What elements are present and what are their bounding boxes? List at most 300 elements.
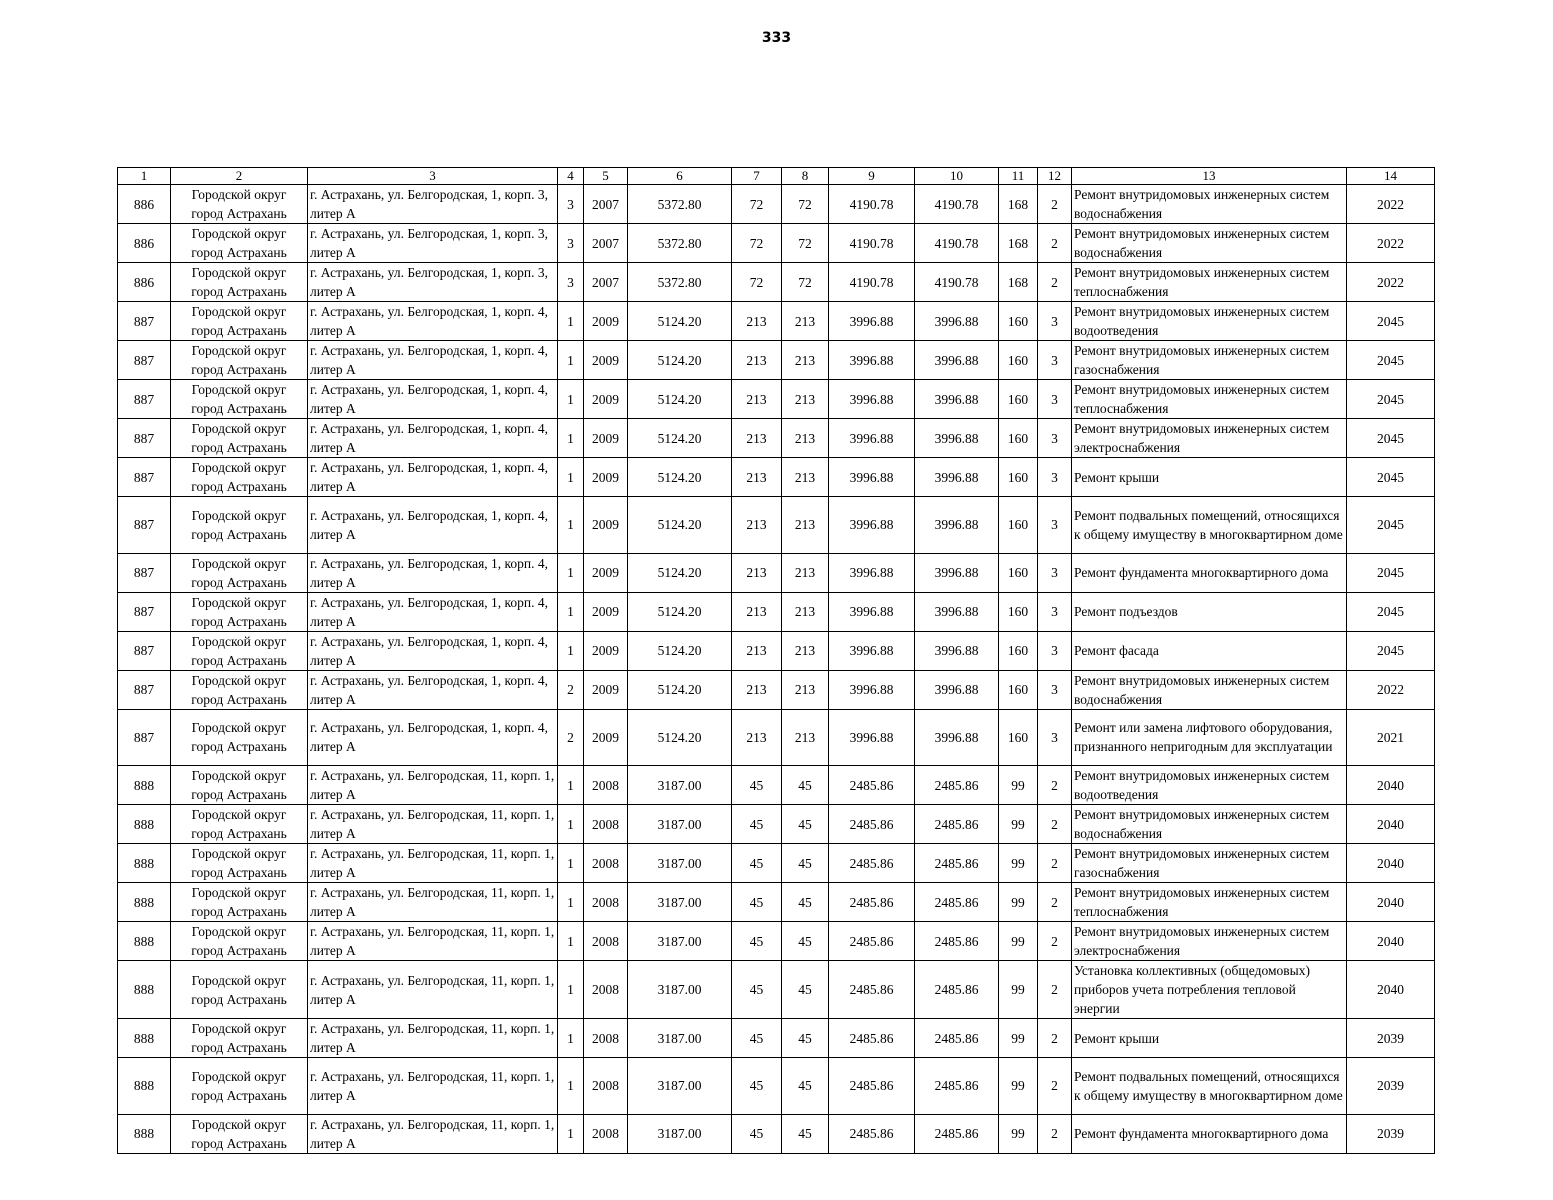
cell-col12: 3: [1038, 380, 1072, 419]
cell-col4: 1: [558, 805, 584, 844]
cell-col4: 1: [558, 458, 584, 497]
cell-col9: 4190.78: [829, 263, 915, 302]
table-row: [118, 844, 1435, 883]
total-area-cell: 5372.80: [628, 263, 732, 302]
cell-col12: 3: [1038, 419, 1072, 458]
cell-col10: 2485.86: [915, 883, 999, 922]
cell-col10: 3996.88: [915, 380, 999, 419]
work-type-cell: Ремонт внутридомовых инженерных систем теплоснабжения: [1072, 883, 1347, 922]
municipality-cell: Городской округ город Астрахань: [171, 497, 308, 554]
cell-col11: 160: [999, 631, 1038, 670]
municipality-cell: Городской округ город Астрахань: [171, 883, 308, 922]
cell-col9: 3996.88: [829, 553, 915, 592]
cell-col10: 2485.86: [915, 805, 999, 844]
planned-year-cell: 2022: [1347, 670, 1435, 709]
total-area-cell: 5124.20: [628, 592, 732, 631]
cell-col9: 2485.86: [829, 766, 915, 805]
cell-col11: 160: [999, 592, 1038, 631]
address-cell: г. Астрахань, ул. Белгородская, 1, корп. 4, литер А: [308, 631, 558, 670]
row-number-cell: 888: [118, 883, 171, 922]
work-type-cell: Ремонт внутридомовых инженерных систем электроснабжения: [1072, 419, 1347, 458]
cell-col9: 2485.86: [829, 844, 915, 883]
municipality-cell: Городской округ город Астрахань: [171, 302, 308, 341]
cell-col11: 168: [999, 185, 1038, 224]
address-cell: г. Астрахань, ул. Белгородская, 1, корп. 4, литер А: [308, 380, 558, 419]
cell-col11: 99: [999, 1019, 1038, 1058]
cell-col9: 3996.88: [829, 302, 915, 341]
municipality-cell: Городской округ город Астрахань: [171, 224, 308, 263]
cell-col11: 99: [999, 805, 1038, 844]
municipality-cell: Городской округ город Астрахань: [171, 592, 308, 631]
planned-year-cell: 2045: [1347, 497, 1435, 554]
commissioning-year-cell: 2009: [584, 341, 628, 380]
cell-col9: 2485.86: [829, 883, 915, 922]
row-number-cell: 887: [118, 302, 171, 341]
table-row: [118, 766, 1435, 805]
table-row: [118, 922, 1435, 961]
work-type-cell: Ремонт внутридомовых инженерных систем водоснабжения: [1072, 185, 1347, 224]
cell-col7: 213: [732, 419, 782, 458]
cell-col8: 45: [782, 766, 829, 805]
cell-col8: 213: [782, 458, 829, 497]
cell-col10: 3996.88: [915, 592, 999, 631]
cell-col11: 160: [999, 709, 1038, 766]
table-row: [118, 1058, 1435, 1115]
commissioning-year-cell: 2009: [584, 709, 628, 766]
municipality-cell: Городской округ город Астрахань: [171, 1058, 308, 1115]
commissioning-year-cell: 2007: [584, 263, 628, 302]
cell-col4: 1: [558, 922, 584, 961]
cell-col10: 2485.86: [915, 961, 999, 1019]
total-area-cell: 5124.20: [628, 302, 732, 341]
cell-col7: 45: [732, 883, 782, 922]
cell-col12: 3: [1038, 302, 1072, 341]
column-header: 14: [1347, 168, 1435, 185]
total-area-cell: 3187.00: [628, 1058, 732, 1115]
cell-col4: 1: [558, 419, 584, 458]
cell-col11: 99: [999, 766, 1038, 805]
address-cell: г. Астрахань, ул. Белгородская, 1, корп. 4, литер А: [308, 302, 558, 341]
planned-year-cell: 2039: [1347, 1019, 1435, 1058]
cell-col9: 2485.86: [829, 922, 915, 961]
work-type-cell: Ремонт подвальных помещений, относящихся к общему имуществу в многоквартирном доме: [1072, 1058, 1347, 1115]
cell-col12: 2: [1038, 805, 1072, 844]
address-cell: г. Астрахань, ул. Белгородская, 1, корп. 4, литер А: [308, 592, 558, 631]
cell-col12: 3: [1038, 670, 1072, 709]
municipality-cell: Городской округ город Астрахань: [171, 670, 308, 709]
commissioning-year-cell: 2008: [584, 844, 628, 883]
cell-col9: 3996.88: [829, 709, 915, 766]
cell-col11: 99: [999, 883, 1038, 922]
address-cell: г. Астрахань, ул. Белгородская, 1, корп. 4, литер А: [308, 341, 558, 380]
commissioning-year-cell: 2009: [584, 302, 628, 341]
municipality-cell: Городской округ город Астрахань: [171, 458, 308, 497]
address-cell: г. Астрахань, ул. Белгородская, 1, корп. 4, литер А: [308, 497, 558, 554]
cell-col9: 2485.86: [829, 1019, 915, 1058]
cell-col12: 2: [1038, 766, 1072, 805]
row-number-cell: 887: [118, 497, 171, 554]
cell-col12: 2: [1038, 844, 1072, 883]
cell-col10: 3996.88: [915, 553, 999, 592]
row-number-cell: 888: [118, 1114, 171, 1153]
cell-col4: 1: [558, 1114, 584, 1153]
commissioning-year-cell: 2008: [584, 805, 628, 844]
commissioning-year-cell: 2007: [584, 185, 628, 224]
work-type-cell: Ремонт фасада: [1072, 631, 1347, 670]
commissioning-year-cell: 2009: [584, 497, 628, 554]
cell-col12: 2: [1038, 263, 1072, 302]
cell-col8: 45: [782, 805, 829, 844]
address-cell: г. Астрахань, ул. Белгородская, 11, корп. 1, литер А: [308, 883, 558, 922]
column-header: 12: [1038, 168, 1072, 185]
planned-year-cell: 2040: [1347, 805, 1435, 844]
planned-year-cell: 2022: [1347, 185, 1435, 224]
commissioning-year-cell: 2009: [584, 670, 628, 709]
cell-col12: 3: [1038, 458, 1072, 497]
planned-year-cell: 2022: [1347, 224, 1435, 263]
cell-col8: 45: [782, 883, 829, 922]
table-row: [118, 1019, 1435, 1058]
cell-col12: 2: [1038, 883, 1072, 922]
address-cell: г. Астрахань, ул. Белгородская, 1, корп. 4, литер А: [308, 553, 558, 592]
work-type-cell: Ремонт внутридомовых инженерных систем водоотведения: [1072, 766, 1347, 805]
cell-col9: 2485.86: [829, 961, 915, 1019]
work-type-cell: Ремонт внутридомовых инженерных систем водоснабжения: [1072, 224, 1347, 263]
row-number-cell: 887: [118, 631, 171, 670]
cell-col7: 213: [732, 709, 782, 766]
table-body: [118, 185, 1435, 1154]
cell-col4: 2: [558, 709, 584, 766]
cell-col8: 213: [782, 592, 829, 631]
cell-col4: 1: [558, 553, 584, 592]
cell-col10: 2485.86: [915, 844, 999, 883]
commissioning-year-cell: 2007: [584, 224, 628, 263]
address-cell: г. Астрахань, ул. Белгородская, 11, корп. 1, литер А: [308, 1058, 558, 1115]
planned-year-cell: 2045: [1347, 553, 1435, 592]
cell-col4: 1: [558, 341, 584, 380]
column-header: 1: [118, 168, 171, 185]
municipality-cell: Городской округ город Астрахань: [171, 1019, 308, 1058]
cell-col12: 2: [1038, 1058, 1072, 1115]
cell-col12: 3: [1038, 553, 1072, 592]
cell-col4: 1: [558, 302, 584, 341]
cell-col8: 213: [782, 302, 829, 341]
work-type-cell: Ремонт внутридомовых инженерных систем газоснабжения: [1072, 341, 1347, 380]
commissioning-year-cell: 2008: [584, 922, 628, 961]
cell-col8: 72: [782, 263, 829, 302]
table-row: [118, 883, 1435, 922]
cell-col8: 72: [782, 224, 829, 263]
planned-year-cell: 2045: [1347, 341, 1435, 380]
cell-col8: 45: [782, 922, 829, 961]
cell-col8: 45: [782, 1058, 829, 1115]
table-row: [118, 263, 1435, 302]
cell-col12: 2: [1038, 185, 1072, 224]
cell-col8: 213: [782, 670, 829, 709]
planned-year-cell: 2045: [1347, 592, 1435, 631]
cell-col8: 213: [782, 419, 829, 458]
cell-col8: 213: [782, 709, 829, 766]
address-cell: г. Астрахань, ул. Белгородская, 1, корп. 3, литер А: [308, 263, 558, 302]
total-area-cell: 5372.80: [628, 224, 732, 263]
cell-col12: 3: [1038, 341, 1072, 380]
table-row: [118, 592, 1435, 631]
cell-col10: 3996.88: [915, 341, 999, 380]
commissioning-year-cell: 2009: [584, 553, 628, 592]
cell-col12: 3: [1038, 709, 1072, 766]
address-cell: г. Астрахань, ул. Белгородская, 11, корп. 1, литер А: [308, 844, 558, 883]
planned-year-cell: 2039: [1347, 1114, 1435, 1153]
column-header: 8: [782, 168, 829, 185]
municipality-cell: Городской округ город Астрахань: [171, 631, 308, 670]
cell-col11: 160: [999, 419, 1038, 458]
planned-year-cell: 2040: [1347, 961, 1435, 1019]
row-number-cell: 887: [118, 341, 171, 380]
cell-col7: 45: [732, 805, 782, 844]
table-row: [118, 553, 1435, 592]
planned-year-cell: 2022: [1347, 263, 1435, 302]
work-type-cell: Ремонт внутридомовых инженерных систем водоснабжения: [1072, 805, 1347, 844]
address-cell: г. Астрахань, ул. Белгородская, 11, корп. 1, литер А: [308, 922, 558, 961]
address-cell: г. Астрахань, ул. Белгородская, 11, корп. 1, литер А: [308, 1019, 558, 1058]
cell-col4: 3: [558, 185, 584, 224]
cell-col9: 3996.88: [829, 419, 915, 458]
cell-col4: 1: [558, 631, 584, 670]
cell-col11: 168: [999, 263, 1038, 302]
work-type-cell: Ремонт внутридомовых инженерных систем теплоснабжения: [1072, 380, 1347, 419]
commissioning-year-cell: 2008: [584, 1019, 628, 1058]
planned-year-cell: 2045: [1347, 380, 1435, 419]
planned-year-cell: 2040: [1347, 922, 1435, 961]
work-type-cell: Ремонт внутридомовых инженерных систем электроснабжения: [1072, 922, 1347, 961]
row-number-cell: 887: [118, 380, 171, 419]
address-cell: г. Астрахань, ул. Белгородская, 1, корп. 4, литер А: [308, 458, 558, 497]
row-number-cell: 887: [118, 553, 171, 592]
cell-col9: 3996.88: [829, 631, 915, 670]
cell-col10: 4190.78: [915, 263, 999, 302]
commissioning-year-cell: 2008: [584, 883, 628, 922]
work-type-cell: Ремонт фундамента многоквартирного дома: [1072, 1114, 1347, 1153]
cell-col10: 2485.86: [915, 1114, 999, 1153]
cell-col8: 213: [782, 380, 829, 419]
cell-col4: 1: [558, 592, 584, 631]
municipality-cell: Городской округ город Астрахань: [171, 419, 308, 458]
address-cell: г. Астрахань, ул. Белгородская, 1, корп. 4, литер А: [308, 670, 558, 709]
municipality-cell: Городской округ город Астрахань: [171, 844, 308, 883]
cell-col7: 213: [732, 670, 782, 709]
cell-col11: 168: [999, 224, 1038, 263]
column-header: 7: [732, 168, 782, 185]
total-area-cell: 5124.20: [628, 380, 732, 419]
planned-year-cell: 2021: [1347, 709, 1435, 766]
table-row: [118, 380, 1435, 419]
total-area-cell: 5124.20: [628, 553, 732, 592]
table-row: [118, 631, 1435, 670]
cell-col11: 160: [999, 670, 1038, 709]
cell-col9: 3996.88: [829, 341, 915, 380]
cell-col12: 3: [1038, 497, 1072, 554]
table-row: [118, 709, 1435, 766]
cell-col11: 99: [999, 1058, 1038, 1115]
cell-col8: 72: [782, 185, 829, 224]
cell-col4: 1: [558, 961, 584, 1019]
column-header: 5: [584, 168, 628, 185]
cell-col8: 45: [782, 1114, 829, 1153]
commissioning-year-cell: 2009: [584, 458, 628, 497]
municipality-cell: Городской округ город Астрахань: [171, 766, 308, 805]
commissioning-year-cell: 2008: [584, 1114, 628, 1153]
cell-col9: 3996.88: [829, 592, 915, 631]
municipality-cell: Городской округ город Астрахань: [171, 922, 308, 961]
cell-col4: 1: [558, 380, 584, 419]
address-cell: г. Астрахань, ул. Белгородская, 11, корп. 1, литер А: [308, 766, 558, 805]
cell-col8: 45: [782, 1019, 829, 1058]
commissioning-year-cell: 2008: [584, 961, 628, 1019]
work-type-cell: Ремонт внутридомовых инженерных систем водоснабжения: [1072, 670, 1347, 709]
cell-col7: 213: [732, 592, 782, 631]
row-number-cell: 888: [118, 922, 171, 961]
cell-col11: 99: [999, 1114, 1038, 1153]
work-type-cell: Установка коллективных (общедомовых) приборов учета потребления тепловой энергии: [1072, 961, 1347, 1019]
planned-year-cell: 2045: [1347, 302, 1435, 341]
column-header: 13: [1072, 168, 1347, 185]
address-cell: г. Астрахань, ул. Белгородская, 1, корп. 3, литер А: [308, 224, 558, 263]
cell-col10: 3996.88: [915, 631, 999, 670]
cell-col10: 2485.86: [915, 766, 999, 805]
cell-col12: 3: [1038, 631, 1072, 670]
work-type-cell: Ремонт фундамента многоквартирного дома: [1072, 553, 1347, 592]
commissioning-year-cell: 2008: [584, 766, 628, 805]
cell-col4: 1: [558, 844, 584, 883]
municipality-cell: Городской округ город Астрахань: [171, 553, 308, 592]
cell-col12: 3: [1038, 592, 1072, 631]
row-number-cell: 888: [118, 844, 171, 883]
cell-col10: 4190.78: [915, 185, 999, 224]
commissioning-year-cell: 2009: [584, 631, 628, 670]
work-type-cell: Ремонт внутридомовых инженерных систем водоотведения: [1072, 302, 1347, 341]
municipality-cell: Городской округ город Астрахань: [171, 185, 308, 224]
cell-col11: 99: [999, 961, 1038, 1019]
cell-col9: 2485.86: [829, 1058, 915, 1115]
cell-col11: 160: [999, 458, 1038, 497]
total-area-cell: 5124.20: [628, 631, 732, 670]
address-cell: г. Астрахань, ул. Белгородская, 1, корп. 3, литер А: [308, 185, 558, 224]
total-area-cell: 3187.00: [628, 883, 732, 922]
total-area-cell: 5124.20: [628, 419, 732, 458]
planned-year-cell: 2040: [1347, 883, 1435, 922]
cell-col9: 3996.88: [829, 458, 915, 497]
table-row: [118, 805, 1435, 844]
table-row: [118, 341, 1435, 380]
capital-repair-table: [117, 167, 1435, 1154]
address-cell: г. Астрахань, ул. Белгородская, 1, корп. 4, литер А: [308, 709, 558, 766]
total-area-cell: 3187.00: [628, 805, 732, 844]
cell-col9: 3996.88: [829, 497, 915, 554]
cell-col8: 45: [782, 844, 829, 883]
address-cell: г. Астрахань, ул. Белгородская, 1, корп. 4, литер А: [308, 419, 558, 458]
row-number-cell: 888: [118, 766, 171, 805]
table-row: [118, 302, 1435, 341]
cell-col9: 3996.88: [829, 380, 915, 419]
cell-col10: 3996.88: [915, 670, 999, 709]
cell-col7: 72: [732, 185, 782, 224]
total-area-cell: 3187.00: [628, 844, 732, 883]
commissioning-year-cell: 2008: [584, 1058, 628, 1115]
cell-col8: 45: [782, 961, 829, 1019]
address-cell: г. Астрахань, ул. Белгородская, 11, корп. 1, литер А: [308, 1114, 558, 1153]
planned-year-cell: 2039: [1347, 1058, 1435, 1115]
cell-col7: 45: [732, 922, 782, 961]
table-row: [118, 458, 1435, 497]
planned-year-cell: 2045: [1347, 631, 1435, 670]
total-area-cell: 3187.00: [628, 1019, 732, 1058]
cell-col4: 2: [558, 670, 584, 709]
cell-col7: 72: [732, 224, 782, 263]
municipality-cell: Городской округ город Астрахань: [171, 380, 308, 419]
cell-col8: 213: [782, 631, 829, 670]
cell-col7: 213: [732, 631, 782, 670]
cell-col8: 213: [782, 497, 829, 554]
cell-col4: 3: [558, 263, 584, 302]
cell-col4: 1: [558, 1019, 584, 1058]
cell-col11: 160: [999, 497, 1038, 554]
table-row: [118, 1114, 1435, 1153]
cell-col7: 45: [732, 1019, 782, 1058]
cell-col4: 1: [558, 766, 584, 805]
municipality-cell: Городской округ город Астрахань: [171, 341, 308, 380]
municipality-cell: Городской округ город Астрахань: [171, 961, 308, 1019]
work-type-cell: Ремонт подвальных помещений, относящихся к общему имуществу в многоквартирном доме: [1072, 497, 1347, 554]
cell-col7: 213: [732, 458, 782, 497]
cell-col8: 213: [782, 553, 829, 592]
cell-col10: 2485.86: [915, 1019, 999, 1058]
planned-year-cell: 2045: [1347, 458, 1435, 497]
cell-col10: 3996.88: [915, 709, 999, 766]
total-area-cell: 3187.00: [628, 922, 732, 961]
municipality-cell: Городской округ город Астрахань: [171, 709, 308, 766]
cell-col7: 72: [732, 263, 782, 302]
page-number: 333: [761, 30, 792, 46]
total-area-cell: 5124.20: [628, 670, 732, 709]
cell-col9: 3996.88: [829, 670, 915, 709]
total-area-cell: 5124.20: [628, 341, 732, 380]
cell-col12: 2: [1038, 961, 1072, 1019]
cell-col7: 45: [732, 1114, 782, 1153]
row-number-cell: 888: [118, 805, 171, 844]
cell-col11: 99: [999, 922, 1038, 961]
cell-col9: 2485.86: [829, 805, 915, 844]
planned-year-cell: 2040: [1347, 766, 1435, 805]
commissioning-year-cell: 2009: [584, 419, 628, 458]
cell-col9: 2485.86: [829, 1114, 915, 1153]
table-row: [118, 185, 1435, 224]
table-row: [118, 961, 1435, 1019]
work-type-cell: Ремонт подъездов: [1072, 592, 1347, 631]
address-cell: г. Астрахань, ул. Белгородская, 11, корп. 1, литер А: [308, 805, 558, 844]
cell-col7: 213: [732, 497, 782, 554]
cell-col7: 45: [732, 844, 782, 883]
cell-col7: 213: [732, 380, 782, 419]
work-type-cell: Ремонт или замена лифтового оборудования, признанного непригодным для эксплуатации: [1072, 709, 1347, 766]
row-number-cell: 888: [118, 961, 171, 1019]
municipality-cell: Городской округ город Астрахань: [171, 805, 308, 844]
column-header: 10: [915, 168, 999, 185]
cell-col10: 3996.88: [915, 419, 999, 458]
cell-col4: 1: [558, 497, 584, 554]
column-header: 11: [999, 168, 1038, 185]
cell-col10: 4190.78: [915, 224, 999, 263]
cell-col11: 160: [999, 380, 1038, 419]
